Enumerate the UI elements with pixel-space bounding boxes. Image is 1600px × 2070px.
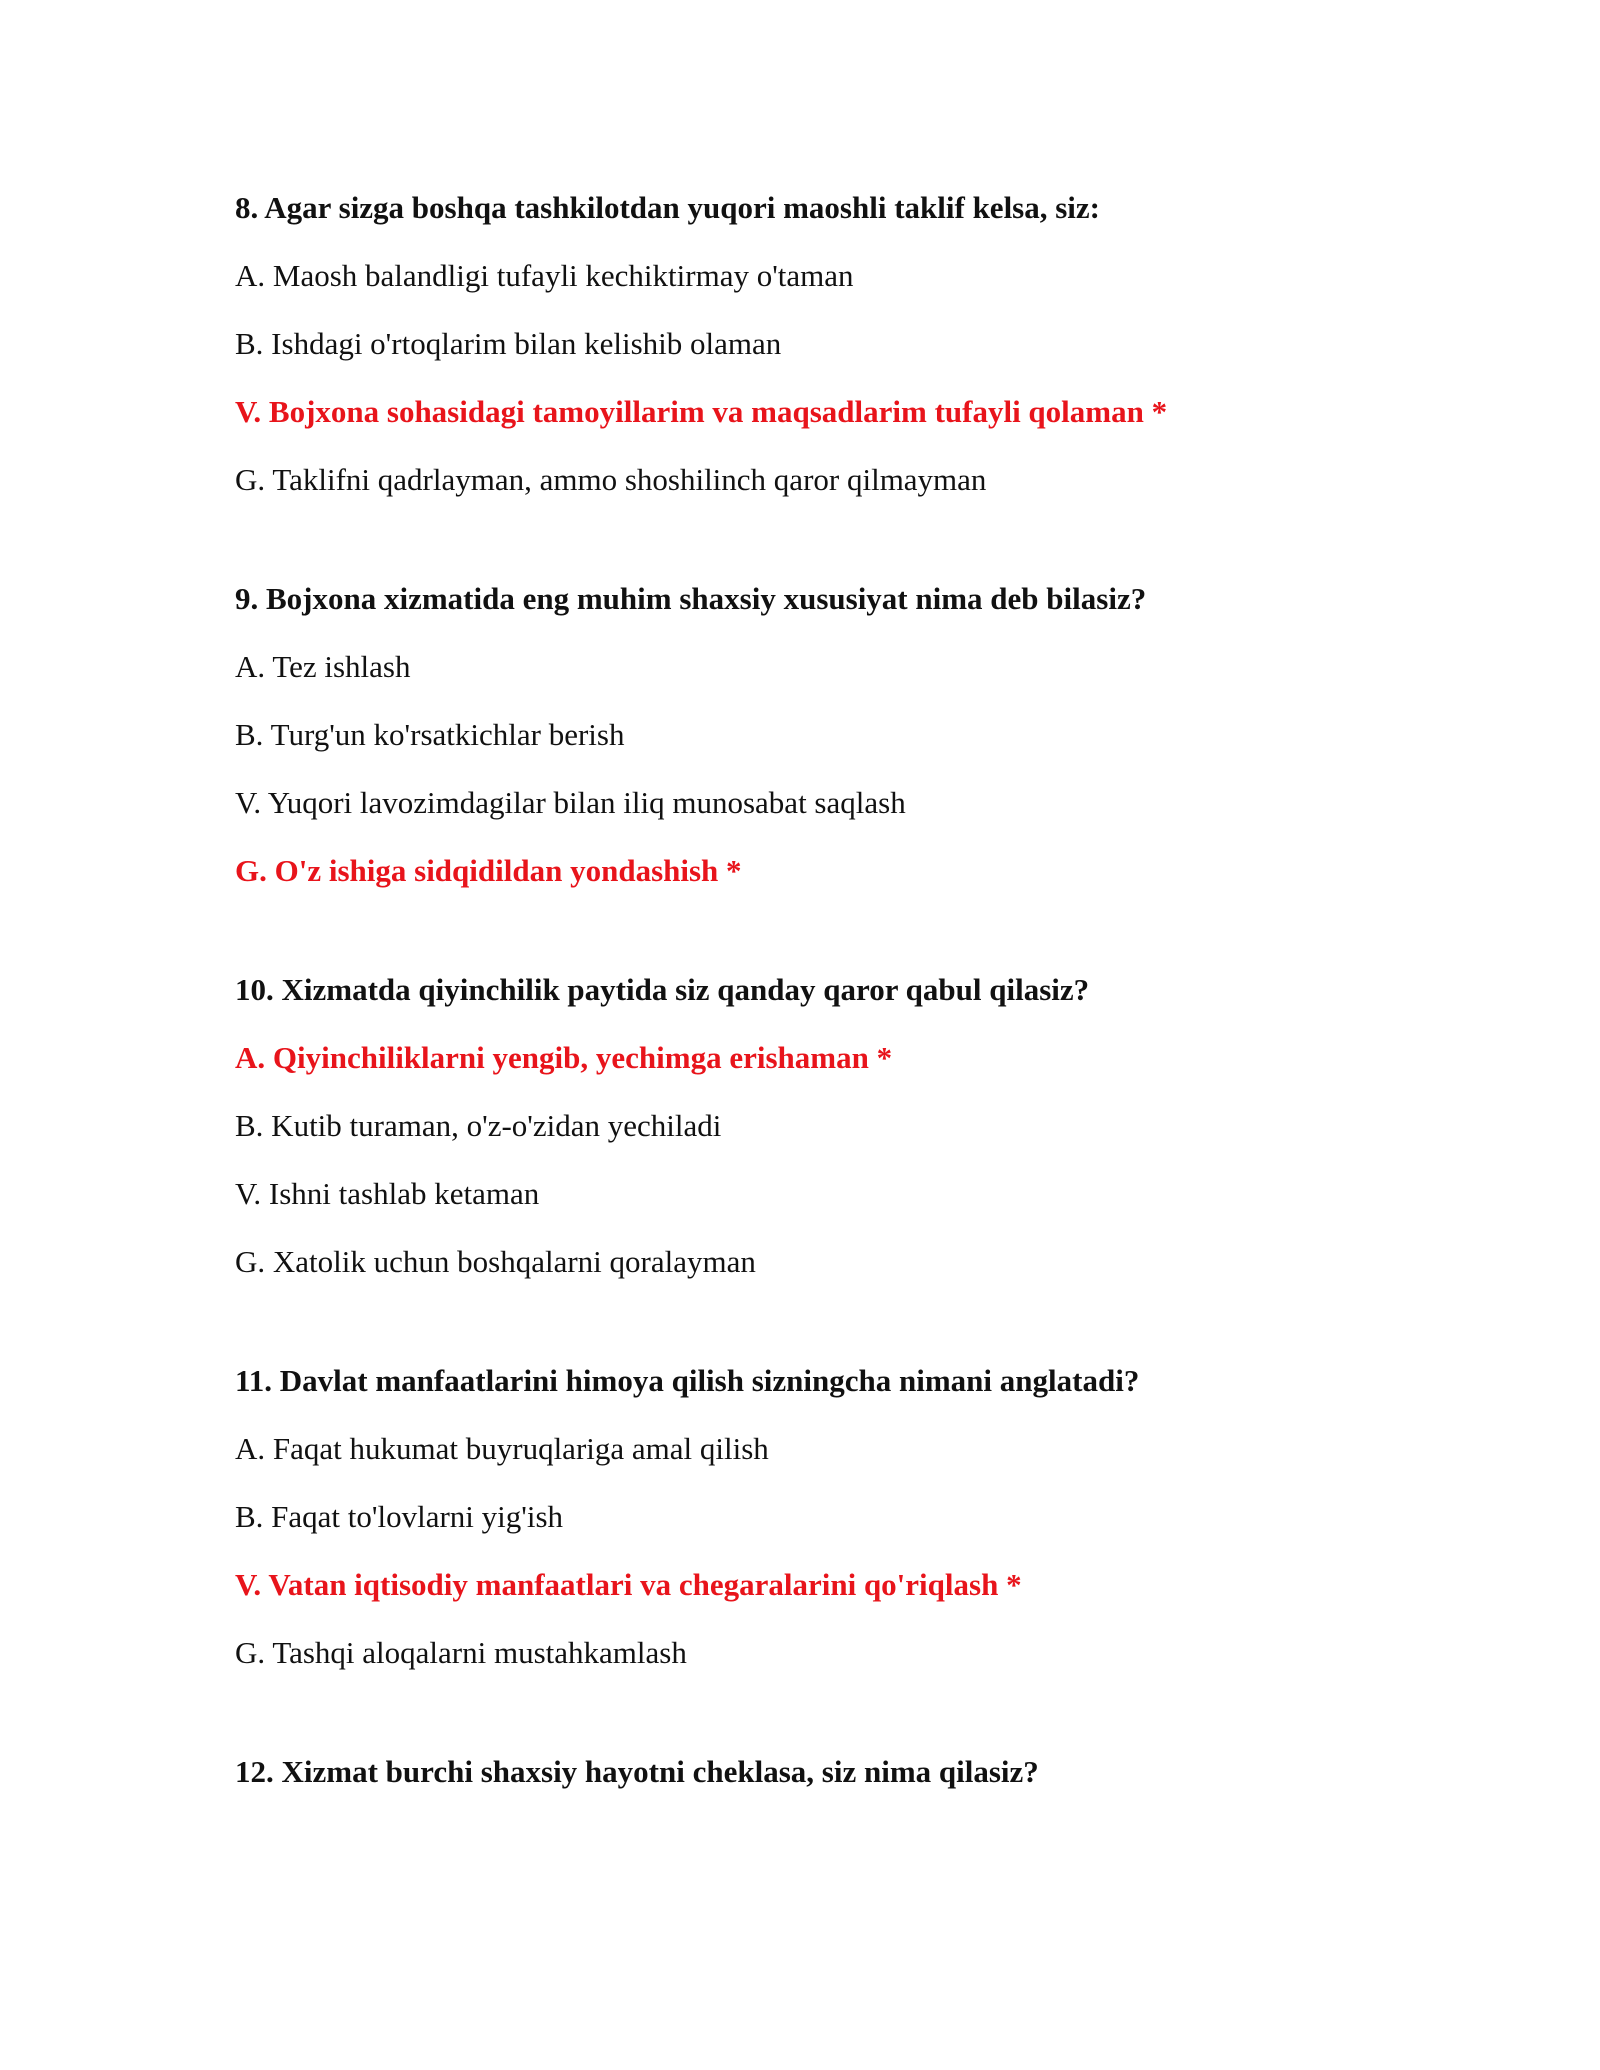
correct-answer-option: G. O'z ishiga sidqidildan yondashish *	[235, 853, 742, 888]
question-block-9	[235, 579, 1600, 891]
correct-answer-option: A. Qiyinchiliklarni yengib, yechimga erishaman *	[235, 1040, 893, 1075]
answer-option: G. Taklifni qadrlayman, ammo shoshilinch qaror qilmayman	[235, 462, 987, 497]
question-block-10	[235, 970, 1600, 1282]
correct-answer-option: V. Vatan iqtisodiy manfaatlari va chegaralarini qo'riqlash *	[235, 1567, 1022, 1602]
answer-option: A. Tez ishlash	[235, 649, 411, 684]
answer-option: V. Ishni tashlab ketaman	[235, 1176, 540, 1211]
answer-option: V. Yuqori lavozimdagilar bilan iliq munosabat saqlash	[235, 785, 906, 820]
question-text: 9. Bojxona xizmatida eng muhim shaxsiy xususiyat nima deb bilasiz?	[235, 581, 1147, 616]
answer-option: B. Turg'un ko'rsatkichlar berish	[235, 717, 625, 752]
question-text: 8. Agar sizga boshqa tashkilotdan yuqori maoshli taklif kelsa, siz:	[235, 190, 1101, 225]
answer-option: A. Faqat hukumat buyruqlariga amal qilish	[235, 1431, 769, 1466]
correct-answer-option: V. Bojxona sohasidagi tamoyillarim va maqsadlarim tufayli qolaman *	[235, 394, 1168, 429]
question-block-12	[235, 1752, 1600, 1792]
question-text: 12. Xizmat burchi shaxsiy hayotni cheklasa, siz nima qilasiz?	[235, 1754, 1039, 1789]
answer-option: B. Kutib turaman, o'z-o'zidan yechiladi	[235, 1108, 722, 1143]
answer-option: G. Xatolik uchun boshqalarni qoralayman	[235, 1244, 756, 1279]
question-block-8	[235, 188, 1600, 500]
answer-option: A. Maosh balandligi tufayli kechiktirmay o'taman	[235, 258, 854, 293]
answer-option: B. Faqat to'lovlarni yig'ish	[235, 1499, 564, 1534]
question-text: 11. Davlat manfaatlarini himoya qilish sizningcha nimani anglatadi?	[235, 1363, 1140, 1398]
answer-option: B. Ishdagi o'rtoqlarim bilan kelishib olaman	[235, 326, 782, 361]
question-block-11	[235, 1361, 1600, 1673]
answer-option: G. Tashqi aloqalarni mustahkamlash	[235, 1635, 687, 1670]
question-text: 10. Xizmatda qiyinchilik paytida siz qanday qaror qabul qilasiz?	[235, 972, 1090, 1007]
